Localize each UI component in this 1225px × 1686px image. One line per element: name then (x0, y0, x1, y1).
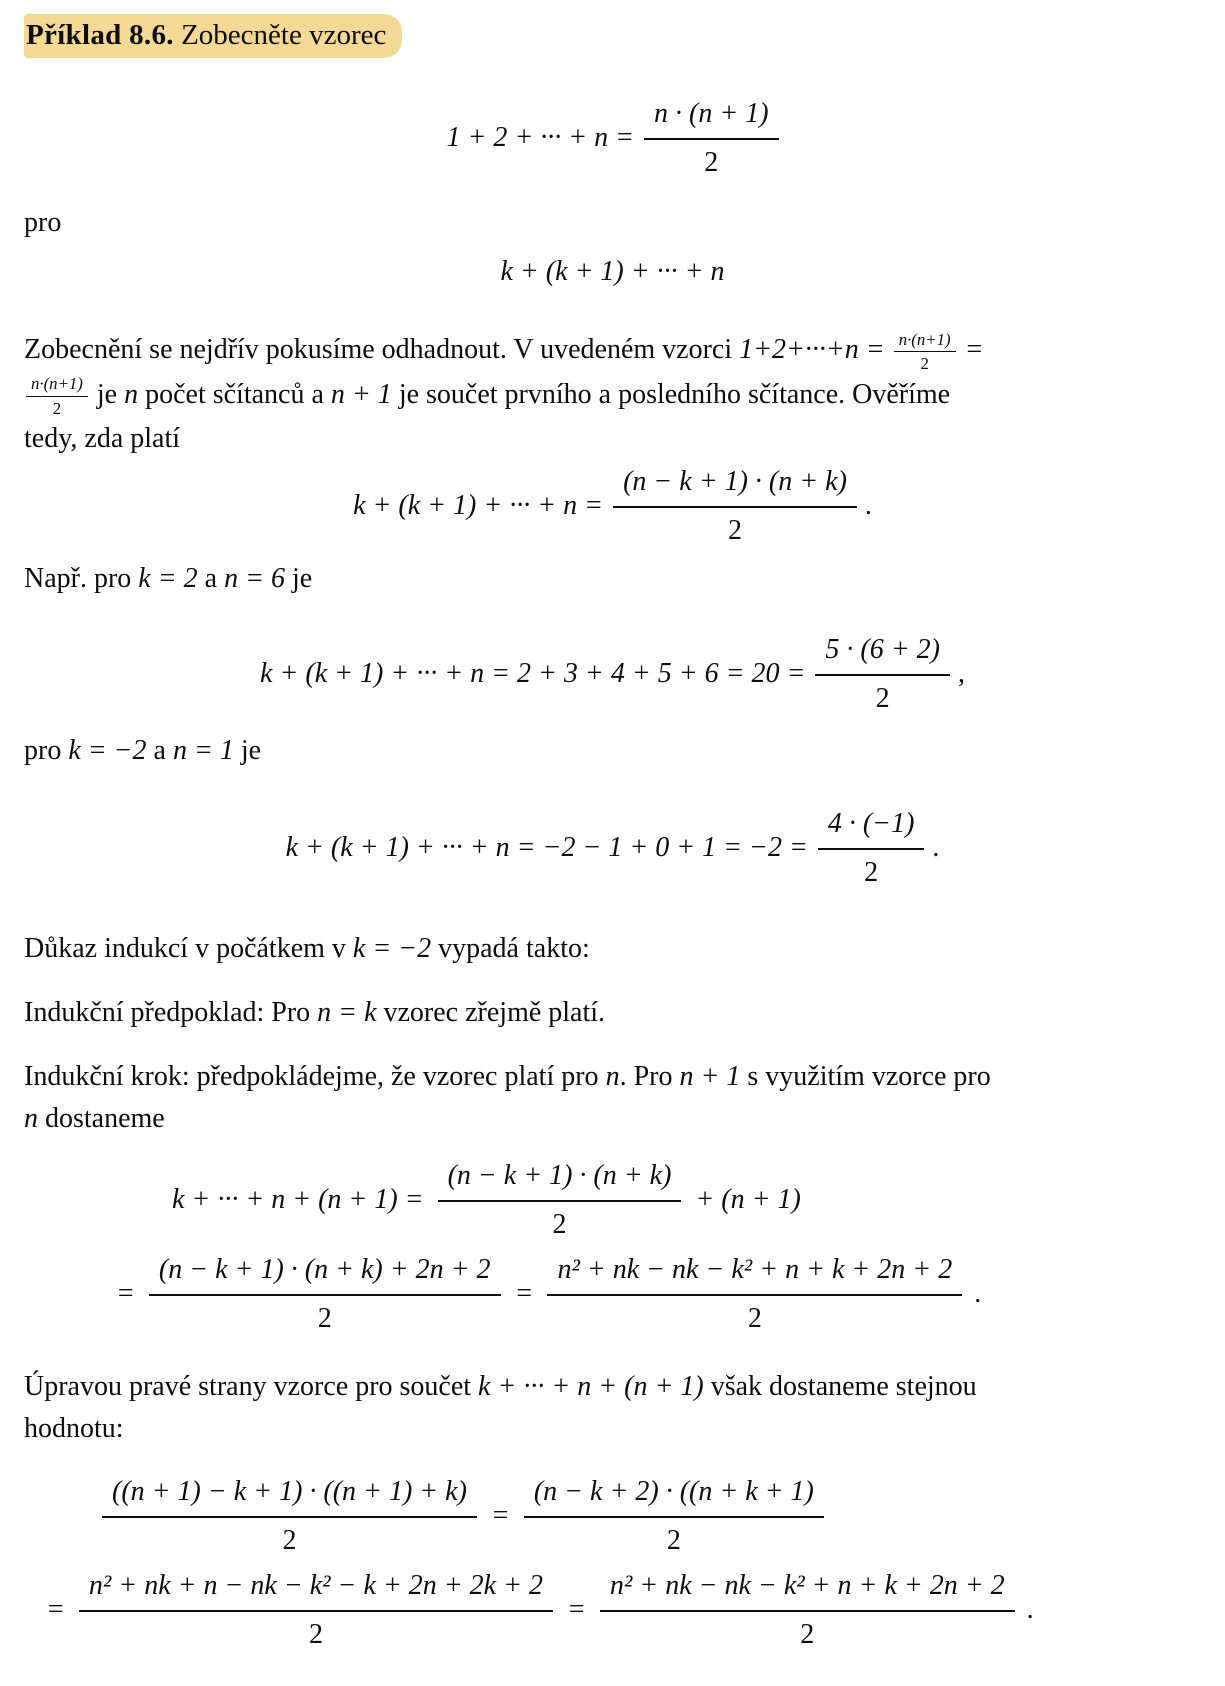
paragraph-line (24, 1408, 1201, 1450)
inline-fraction (894, 330, 956, 374)
text-segment: Indukční krok: předpokládejme, že vzorec platí pro (24, 1061, 606, 1093)
fraction-numerator: n² + nk − nk − k² + n + k + 2n + 2 (600, 1566, 1015, 1612)
text-segment: tedy, zda platí (24, 423, 181, 455)
equation-partial-sum (24, 254, 1201, 289)
equation-lhs: k + (k + 1) + ··· + n = −2 − 1 + 0 + 1 = −2 = (285, 831, 808, 863)
text-segment: Indukční předpoklad: Pro (24, 997, 318, 1029)
math-segment: n = 6 (224, 563, 285, 595)
equation-row (172, 1156, 1201, 1242)
fraction-numerator: (n − k + 1) · (n + k) (438, 1156, 682, 1202)
fraction-numerator: n² + nk − nk − k² + n + k + 2n + 2 (547, 1250, 962, 1296)
fraction (149, 1250, 501, 1336)
text-segment: vzorec zřejmě platí. (376, 997, 606, 1029)
fraction (524, 1472, 824, 1558)
equation-body: k + (k + 1) + ··· + n (500, 256, 725, 288)
text-segment: je (284, 563, 313, 595)
math-segment: k = −2 (352, 933, 432, 965)
fraction-numerator: n² + nk + n − nk − k² − k + 2n + 2k + 2 (79, 1566, 553, 1612)
equation-tail: + (n + 1) (695, 1183, 801, 1215)
equation-row (116, 1250, 1201, 1336)
math-segment: = (957, 334, 984, 366)
math-segment: k = −2 (68, 735, 147, 767)
fraction-denominator: 2 (552, 1209, 567, 1241)
fraction-numerator: n·(n+1) (26, 374, 88, 396)
fraction (547, 1250, 962, 1336)
heading-label: Příklad 8.6. (26, 19, 174, 51)
fraction-numerator: (n − k + 2) · ((n + k + 1) (524, 1472, 824, 1518)
example-heading (24, 14, 1201, 58)
paragraph-example-kminus2 (24, 730, 1201, 772)
paragraph-proof-intro (24, 928, 1201, 970)
fraction (438, 1156, 682, 1242)
fraction-denominator: 2 (920, 354, 929, 374)
equals-sign: = (116, 1277, 135, 1309)
fraction-denominator: 2 (704, 147, 719, 179)
fraction-denominator: 2 (52, 398, 62, 418)
equation-punctuation: . (1026, 1593, 1034, 1625)
equation-row (46, 1566, 1201, 1652)
paragraph-line (24, 1056, 1201, 1098)
fraction (79, 1566, 553, 1652)
inline-fraction (26, 374, 88, 418)
fraction-numerator: (n − k + 1) · (n + k) + 2n + 2 (149, 1250, 501, 1296)
fraction-denominator: 2 (864, 857, 879, 889)
text-segment: a (197, 563, 225, 595)
text-segment: Úpravou pravé strany vzorce pro součet (24, 1371, 479, 1403)
fraction-numerator: 5 · (6 + 2) (815, 630, 950, 676)
paragraph-line (24, 374, 1201, 418)
fraction-denominator: 2 (747, 1303, 762, 1335)
fraction-numerator: n·(n+1) (894, 330, 956, 352)
equation-sum-formula (24, 94, 1201, 180)
text-segment: s využitím vzorce pro (740, 1061, 991, 1093)
text-segment: počet sčítanců a (138, 378, 331, 410)
fraction-numerator: (n − k + 1) · (n + k) (613, 462, 857, 508)
math-segment: n (124, 378, 139, 410)
equation-example-k2 (24, 630, 1201, 716)
equation-punctuation: , (957, 657, 965, 689)
equals-sign: = (567, 1593, 586, 1625)
equation-lhs: k + ··· + n + (n + 1) = (172, 1183, 424, 1215)
fraction-denominator: 2 (282, 1525, 297, 1557)
fraction-denominator: 2 (308, 1619, 323, 1651)
fraction-denominator: 2 (727, 515, 742, 547)
equation-punctuation: . (932, 831, 940, 863)
fraction (102, 1472, 477, 1558)
equation-punctuation: . (864, 489, 872, 521)
math-segment: k = 2 (138, 563, 198, 595)
math-segment: n (605, 1061, 620, 1093)
paragraph-line (24, 1366, 1201, 1408)
text-segment: a (146, 735, 173, 767)
paragraph-line (24, 329, 1201, 373)
fraction-denominator: 2 (317, 1303, 332, 1335)
text-segment: Důkaz indukcí v počátkem v (24, 933, 353, 965)
fraction-denominator: 2 (666, 1525, 681, 1557)
heading-highlight (24, 14, 402, 58)
math-segment: 1+2+···+n = (739, 334, 892, 366)
math-segment: n (24, 1103, 38, 1135)
math-segment: k + ··· + n + (n + 1) (478, 1371, 704, 1403)
fraction-numerator: 4 · (−1) (818, 804, 925, 850)
equation-lhs: k + (k + 1) + ··· + n = 2 + 3 + 4 + 5 + 6 = 20 = (260, 657, 806, 689)
text-segment: pro (24, 735, 69, 767)
equals-sign: = (46, 1593, 65, 1625)
paragraph-example-k2 (24, 558, 1201, 600)
paragraph-induction-step (24, 1056, 1201, 1140)
paragraph-rhs-adjustment (24, 1366, 1201, 1450)
equation-lhs: k + (k + 1) + ··· + n = (353, 489, 604, 521)
text-segment: hodnotu: (24, 1413, 124, 1445)
heading-title: Zobecněte vzorec (173, 19, 387, 51)
equation-example-kminus2 (24, 804, 1201, 890)
text-segment: však dostaneme stejnou (703, 1371, 977, 1403)
math-segment: n = k (317, 997, 377, 1029)
text-segment: dostaneme (38, 1103, 165, 1135)
fraction-denominator: 2 (875, 683, 890, 715)
paragraph-line (24, 418, 1201, 460)
equation-hypothesis (24, 462, 1201, 548)
fraction (815, 630, 950, 716)
math-segment: n + 1 (679, 1061, 741, 1093)
equals-sign: = (514, 1277, 534, 1309)
math-segment: n + 1 (330, 378, 392, 410)
fraction (644, 94, 779, 180)
paragraph-line (24, 1098, 1201, 1140)
text-segment: je (89, 378, 125, 410)
equation-row (102, 1472, 1201, 1558)
text-segment: je součet prvního a posledního sčítance. Ověříme (391, 378, 951, 410)
fraction-denominator: 2 (800, 1619, 815, 1651)
text-segment: vypadá takto: (431, 933, 590, 965)
paragraph-induction-base (24, 992, 1201, 1034)
equation-lhs: 1 + 2 + ··· + n = (446, 121, 635, 153)
fraction-numerator: n · (n + 1) (644, 94, 779, 140)
equation-punctuation: . (974, 1277, 982, 1309)
equals-sign: = (490, 1499, 510, 1531)
fraction (600, 1566, 1015, 1652)
text-segment: Např. pro (24, 563, 139, 595)
fraction (613, 462, 857, 548)
text-segment: je (233, 735, 262, 767)
text-segment: . Pro (619, 1061, 680, 1093)
fraction (818, 804, 925, 890)
equation-rhs-derivation (24, 1472, 1201, 1652)
math-segment: n = 1 (172, 735, 234, 767)
paragraph-pro: pro (24, 207, 62, 239)
equation-induction-derivation (24, 1156, 1201, 1336)
paragraph-generalization (24, 329, 1201, 460)
fraction-numerator: ((n + 1) − k + 1) · ((n + 1) + k) (102, 1472, 477, 1518)
text-segment: Zobecnění se nejdřív pokusíme odhadnout. V uvedeném vzorci (24, 334, 740, 366)
